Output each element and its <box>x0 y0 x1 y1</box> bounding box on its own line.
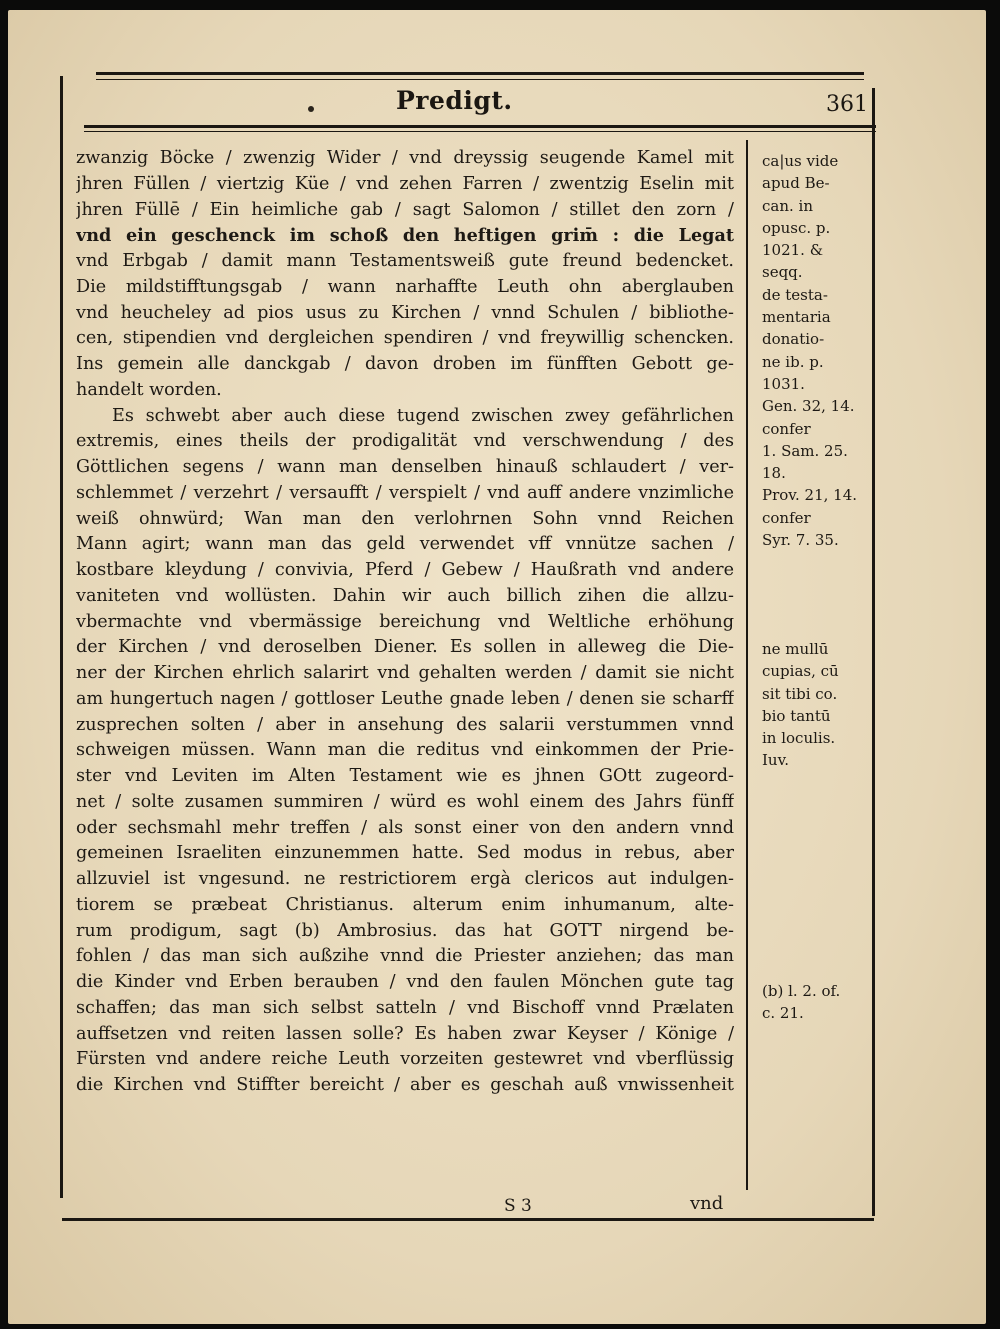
text-line: kostbare kleydung / convivia, Pferd / Gebew / Haußrath vnd andere <box>76 560 734 580</box>
margin-note-line: (b) l. 2. of. <box>762 982 841 1000</box>
text-line: schaffen; das man sich selbst satteln / vnd Bischoff vnnd Prælaten <box>76 997 734 1018</box>
margin-note-line: de testa- <box>762 285 828 304</box>
header-ornament-dot <box>308 106 314 112</box>
text-line: vnd ein geschenck im schoß den heftigen grim̄ : die Legat <box>76 225 734 247</box>
margin-note-line: can. in <box>762 196 813 215</box>
catchword: vnd <box>690 1193 724 1214</box>
text-line: jhren Füllē / Ein heimliche gab / sagt Salomon / stillet den zorn / <box>76 199 734 220</box>
margin-note-1 <box>762 150 857 551</box>
text-line: auffsetzen vnd reiten lassen solle? Es haben zwar Keyser / Könige / <box>76 1023 734 1044</box>
text-line: extremis, eines theils der prodigalität vnd verschwendung / des <box>76 431 734 452</box>
text-line: vbermachte vnd vbermässige bereichung vnd Weltliche erhöhung <box>76 611 734 632</box>
margin-note-line: in loculis. <box>762 729 836 748</box>
text-line: Es schwebt aber auch diese tugend zwischen zwey gefährlichen <box>112 405 734 426</box>
margin-note-line: Gen. 32, 14. <box>762 397 855 416</box>
header-bottom-rule <box>84 125 876 128</box>
text-line: Die mildstifftungsgab / wann narhaffte Leuth ohn aberglauben <box>76 276 734 297</box>
margin-note-line: opusc. p. <box>762 218 831 237</box>
text-line: oder sechsmahl mehr treffen / als sonst einer von den andern vnnd <box>76 817 734 838</box>
text-line: Ins gemein alle danckgab / davon droben im fünfften Gebott ge- <box>76 354 734 374</box>
margin-note-line: c. 21. <box>762 1004 804 1023</box>
margin-note-line: confer <box>762 508 811 527</box>
text-line: vnd Erbgab / damit mann Testamentsweiß gute freund bedencket. <box>76 251 734 271</box>
text-line: vnd heucheley ad pios usus zu Kirchen / vnnd Schulen / bibliothe- <box>76 302 734 323</box>
margin-note-line: donatio- <box>762 330 825 349</box>
text-line: am hungertuch nagen / gottloser Leuthe gnade leben / denen sie scharff <box>76 688 734 709</box>
margin-note-line: sit tibi co. <box>762 684 838 703</box>
text-line: allzuviel ist vngesund. ne restrictiorem ergà clericos aut indulgen- <box>76 869 734 889</box>
margin-note-line: ne ib. p. <box>762 352 824 371</box>
text-line: Fürsten vnd andere reiche Leuth vorzeiten gestewret vnd vberflüssig <box>76 1049 734 1070</box>
header-top-rule <box>96 72 864 75</box>
text-line: zusprechen solten / aber in ansehung des salarii verstummen vnnd <box>76 714 734 735</box>
margin-note-line: Prov. 21, 14. <box>762 486 858 505</box>
text-line: handelt worden. <box>76 379 222 400</box>
text-line: cen, stipendien vnd dergleichen spendiren / vnd freywillig schencken. <box>76 328 734 349</box>
margin-note-line: 1021. & <box>762 241 824 260</box>
text-line: schweigen müssen. Wann man die reditus vnd einkommen der Prie- <box>76 740 734 761</box>
text-line: die Kirchen vnd Stiffter bereicht / aber es geschah auß vnwissenheit <box>76 1075 734 1095</box>
text-line: zwanzig Böcke / zwenzig Wider / vnd dreyssig seugende Kamel mit <box>76 148 734 168</box>
text-line: Mann agirt; wann man das geld verwendet vff vnnütze sachen / <box>76 534 734 555</box>
text-line: tiorem se præbeat Christianus. alterum enim inhumanum, alte- <box>76 894 734 915</box>
margin-note-line: mentaria <box>762 308 831 327</box>
footer-rule <box>62 1218 874 1221</box>
text-line: der Kirchen / vnd deroselben Diener. Es sollen in alleweg die Die- <box>76 637 734 658</box>
margin-note-line: 18. <box>762 464 786 483</box>
main-text-column <box>76 146 734 1099</box>
running-head-title: Predigt. <box>396 86 513 115</box>
margin-note-line: Syr. 7. 35. <box>762 531 839 550</box>
margin-note-line: 1. Sam. 25. <box>762 441 848 460</box>
margin-note-line: cupias, cū <box>762 662 839 681</box>
right-frame-line <box>872 88 875 1216</box>
page-number: 361 <box>826 92 868 117</box>
text-line: net / solte zusamen summiren / würd es wohl einem des Jahrs fünff <box>76 791 734 812</box>
margin-note-line: confer <box>762 419 811 438</box>
text-line: rum prodigum, sagt (b) Ambrosius. das hat GOTT nirgend be- <box>76 920 734 941</box>
text-line: jhren Füllen / viertzig Küe / vnd zehen Farren / zwentzig Eselin mit <box>76 173 734 194</box>
margin-note-line: 1031. <box>762 374 805 393</box>
text-line: ster vnd Leviten im Alten Testament wie es jhnen GOtt zugeord- <box>76 766 734 786</box>
text-line: Göttlichen segens / wann man denselben hinauß schlaudert / ver- <box>76 457 734 477</box>
text-line: fohlen / das man sich außzihe vnnd die Priester anziehen; das man <box>76 946 734 967</box>
margin-note-line: Iuv. <box>762 751 790 770</box>
text-line: vaniteten vnd wollüsten. Dahin wir auch billich zihen die allzu- <box>76 585 734 606</box>
margin-note-line: bio tantū <box>762 706 831 725</box>
margin-note-line: apud Be- <box>762 174 830 193</box>
text-line: gemeinen Israeliten einzunemmen hatte. Sed modus in rebus, aber <box>76 843 734 864</box>
margin-note-line: ca|us vide <box>762 152 839 170</box>
margin-note-line: seqq. <box>762 263 803 282</box>
margin-note-3 <box>762 980 840 1025</box>
left-frame-line <box>60 76 63 1198</box>
header-top-rule-thin <box>96 79 864 80</box>
margin-note-line: ne mullū <box>762 640 829 658</box>
header-bottom-rule-thin <box>84 131 876 132</box>
margin-note-2 <box>762 638 839 772</box>
signature-mark: S 3 <box>504 1196 532 1216</box>
text-line: weiß ohnwürd; Wan man den verlohrnen Sohn vnnd Reichen <box>76 508 734 529</box>
margin-divider-line <box>746 140 748 1190</box>
text-line: ner der Kirchen ehrlich salarirt vnd gehalten werden / damit sie nicht <box>76 663 734 683</box>
text-line: die Kinder vnd Erben berauben / vnd den faulen Mönchen gute tag <box>76 972 734 992</box>
text-line: schlemmet / verzehrt / versaufft / verspielt / vnd auff andere vnzimliche <box>76 482 734 503</box>
